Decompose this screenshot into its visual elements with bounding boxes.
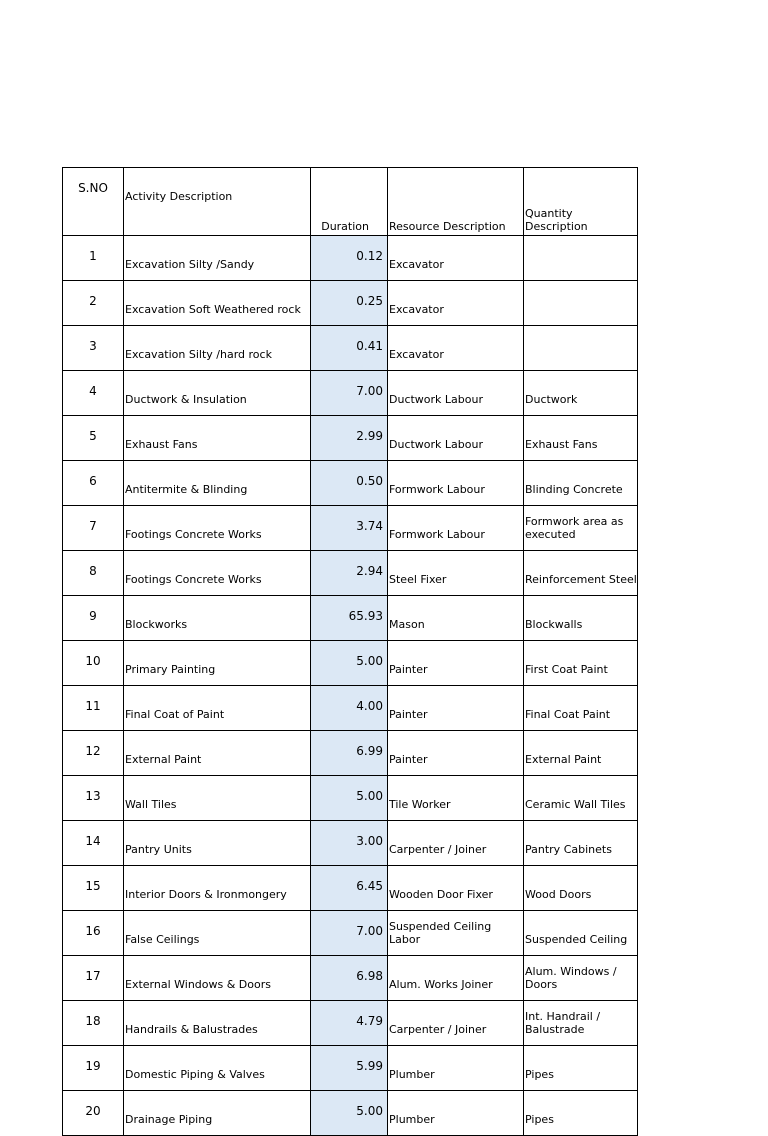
activity-cell: Pantry Units [124,821,311,866]
duration-cell: 5.99 [311,1046,388,1091]
resource-cell: Plumber [388,1046,524,1091]
activity-cell: Drainage Piping [124,1091,311,1136]
table-row [63,326,638,371]
duration-cell: 0.50 [311,461,388,506]
duration-cell: 5.00 [311,1091,388,1136]
quantity-cell: Blockwalls [524,596,638,641]
duration-cell: 0.12 [311,236,388,281]
activity-cell: Antitermite & Blinding [124,461,311,506]
sno-cell: 4 [63,371,124,416]
activity-cell: Blockworks [124,596,311,641]
header-row [63,168,638,236]
activity-cell: External Windows & Doors [124,956,311,1001]
resource-cell: Alum. Works Joiner [388,956,524,1001]
activity-cell: Footings Concrete Works [124,551,311,596]
quantity-cell [524,281,638,326]
resource-cell: Ductwork Labour [388,416,524,461]
sno-cell: 19 [63,1046,124,1091]
duration-cell: 2.94 [311,551,388,596]
duration-cell: 4.79 [311,1001,388,1046]
quantity-cell: External Paint [524,731,638,776]
table-header [63,168,638,236]
resource-cell: Carpenter / Joiner [388,821,524,866]
activity-cell: Excavation Silty /hard rock [124,326,311,371]
header-quantity-description: Quantity Description [524,168,638,236]
sno-cell: 17 [63,956,124,1001]
header-duration: Duration [311,168,388,236]
resource-cell: Excavator [388,326,524,371]
quantity-cell: Blinding Concrete [524,461,638,506]
duration-cell: 2.99 [311,416,388,461]
resource-cell: Tile Worker [388,776,524,821]
duration-cell: 7.00 [311,911,388,956]
sno-cell: 15 [63,866,124,911]
resource-cell: Excavator [388,236,524,281]
table-row [63,551,638,596]
table-row [63,776,638,821]
table-row [63,641,638,686]
resource-cell: Formwork Labour [388,506,524,551]
resource-cell: Carpenter / Joiner [388,1001,524,1046]
table-row [63,731,638,776]
header-sno: S.NO [63,168,124,236]
table-row [63,236,638,281]
duration-cell: 5.00 [311,776,388,821]
resource-cell: Plumber [388,1091,524,1136]
activity-cell: False Ceilings [124,911,311,956]
resource-cell: Steel Fixer [388,551,524,596]
header-activity-description: Activity Description [124,168,311,236]
quantity-cell: Alum. Windows / Doors [524,956,638,1001]
sno-cell: 6 [63,461,124,506]
table-row [63,506,638,551]
resource-cell: Ductwork Labour [388,371,524,416]
table-row [63,1091,638,1136]
resource-cell: Painter [388,686,524,731]
duration-cell: 6.98 [311,956,388,1001]
sno-cell: 1 [63,236,124,281]
quantity-cell: Exhaust Fans [524,416,638,461]
duration-cell: 4.00 [311,686,388,731]
activity-cell: Footings Concrete Works [124,506,311,551]
duration-cell: 3.74 [311,506,388,551]
quantity-cell [524,326,638,371]
quantity-cell: Final Coat Paint [524,686,638,731]
activity-cell: Domestic Piping & Valves [124,1046,311,1091]
quantity-cell: Pipes [524,1046,638,1091]
sno-cell: 18 [63,1001,124,1046]
activity-cell: Excavation Silty /Sandy [124,236,311,281]
duration-cell: 3.00 [311,821,388,866]
table-row [63,371,638,416]
quantity-cell: Suspended Ceiling [524,911,638,956]
sno-cell: 20 [63,1091,124,1136]
resource-cell: Painter [388,731,524,776]
activity-cell: Exhaust Fans [124,416,311,461]
table-row [63,461,638,506]
table-row [63,281,638,326]
table-body [63,236,638,1136]
duration-cell: 5.00 [311,641,388,686]
quantity-cell: Wood Doors [524,866,638,911]
sno-cell: 12 [63,731,124,776]
sno-cell: 14 [63,821,124,866]
quantity-cell: Ductwork [524,371,638,416]
sno-cell: 3 [63,326,124,371]
activity-cell: Wall Tiles [124,776,311,821]
activity-cell: Interior Doors & Ironmongery [124,866,311,911]
sno-cell: 13 [63,776,124,821]
quantity-cell: Ceramic Wall Tiles [524,776,638,821]
resource-cell: Painter [388,641,524,686]
table-row [63,686,638,731]
quantity-cell: Pantry Cabinets [524,821,638,866]
resource-cell: Suspended Ceiling Labor [388,911,524,956]
table-row [63,956,638,1001]
sno-cell: 2 [63,281,124,326]
duration-cell: 6.45 [311,866,388,911]
sno-cell: 11 [63,686,124,731]
table-row [63,416,638,461]
table-row [63,911,638,956]
quantity-cell [524,236,638,281]
sno-cell: 9 [63,596,124,641]
table-row [63,1046,638,1091]
quantity-cell: Int. Handrail / Balustrade [524,1001,638,1046]
table-row [63,866,638,911]
activity-cell: Excavation Soft Weathered rock [124,281,311,326]
activity-cell: Primary Painting [124,641,311,686]
duration-cell: 6.99 [311,731,388,776]
activity-cell: Handrails & Balustrades [124,1001,311,1046]
quantity-cell: Reinforcement Steel [524,551,638,596]
resource-cell: Excavator [388,281,524,326]
quantity-cell: Formwork area as executed [524,506,638,551]
activity-table [62,167,638,1136]
duration-cell: 65.93 [311,596,388,641]
activity-cell: Ductwork & Insulation [124,371,311,416]
table-row [63,596,638,641]
duration-cell: 7.00 [311,371,388,416]
table-row [63,1001,638,1046]
table-row [63,821,638,866]
sno-cell: 8 [63,551,124,596]
resource-cell: Formwork Labour [388,461,524,506]
duration-cell: 0.25 [311,281,388,326]
sno-cell: 7 [63,506,124,551]
quantity-cell: First Coat Paint [524,641,638,686]
activity-cell: Final Coat of Paint [124,686,311,731]
duration-cell: 0.41 [311,326,388,371]
activity-cell: External Paint [124,731,311,776]
quantity-cell: Pipes [524,1091,638,1136]
resource-cell: Mason [388,596,524,641]
sno-cell: 16 [63,911,124,956]
resource-cell: Wooden Door Fixer [388,866,524,911]
sno-cell: 10 [63,641,124,686]
header-resource-description: Resource Description [388,168,524,236]
sno-cell: 5 [63,416,124,461]
